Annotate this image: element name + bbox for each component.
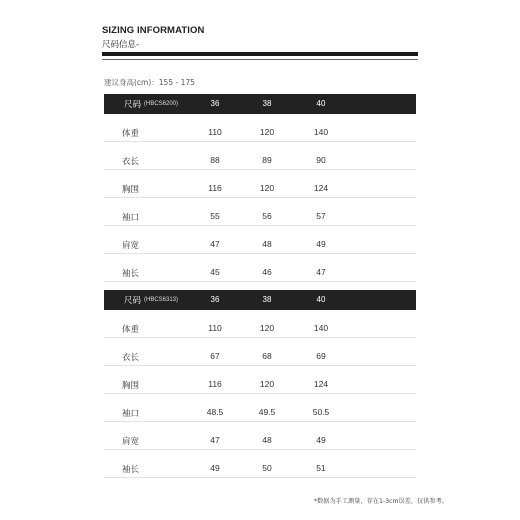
table-row — [104, 422, 416, 450]
size-col-3: 40 — [316, 295, 326, 304]
row-label: 肩宽 — [122, 241, 140, 251]
recommended-height-note: 建议身高(cm)：155 - 175 — [104, 78, 195, 87]
row-label: 体重 — [122, 129, 140, 139]
size-table-hbcs6200 — [104, 94, 416, 282]
row-label: 体重 — [122, 325, 140, 335]
cell: 68 — [262, 351, 272, 361]
table-row — [104, 394, 416, 422]
cell: 140 — [313, 323, 329, 333]
cell: 120 — [259, 379, 275, 389]
table-header — [104, 94, 416, 114]
cell: 57 — [316, 211, 326, 221]
cell: 49 — [316, 239, 326, 249]
table-row — [104, 254, 416, 282]
cell: 48 — [262, 239, 272, 249]
table-row — [104, 366, 416, 394]
table-row — [104, 338, 416, 366]
cell: 47 — [210, 239, 220, 249]
row-label: 胸围 — [122, 185, 140, 195]
page-subtitle: 尺码信息- — [102, 40, 140, 50]
cell: 140 — [313, 127, 329, 137]
row-label: 袖长 — [122, 269, 140, 279]
cell: 48 — [262, 435, 272, 445]
cell: 47 — [210, 435, 220, 445]
size-table-hbcs6313 — [104, 290, 416, 478]
product-code: (HBCS6313) — [144, 296, 179, 303]
table-row — [104, 226, 416, 254]
table-row — [104, 450, 416, 478]
cell: 120 — [259, 127, 275, 137]
table-row — [104, 114, 416, 142]
cell: 47 — [316, 267, 326, 277]
page-title: SIZING INFORMATION — [102, 25, 205, 36]
cell: 116 — [208, 379, 222, 389]
cell: 55 — [210, 211, 220, 221]
cell: 90 — [316, 155, 326, 165]
cell: 120 — [259, 323, 275, 333]
size-col-2: 38 — [262, 295, 272, 304]
cell: 124 — [313, 183, 329, 193]
cell: 124 — [313, 379, 329, 389]
size-col-2: 38 — [262, 99, 272, 108]
cell: 110 — [208, 127, 222, 137]
header-divider-thick — [102, 52, 418, 56]
measurement-disclaimer: *数据为手工测量，存在1-3cm误差，仅供参考。 — [313, 498, 448, 505]
table-row — [104, 170, 416, 198]
row-label: 袖长 — [122, 465, 140, 475]
cell: 88 — [210, 155, 220, 165]
row-label: 袖口 — [122, 409, 140, 419]
size-label: 尺码 — [124, 100, 142, 110]
header-divider-thin — [102, 59, 418, 60]
table-row — [104, 142, 416, 170]
size-col-1: 36 — [210, 295, 220, 304]
table-row — [104, 310, 416, 338]
cell: 116 — [208, 183, 222, 193]
cell: 56 — [262, 211, 272, 221]
cell: 49 — [316, 435, 326, 445]
cell: 49.5 — [258, 407, 276, 417]
cell: 110 — [208, 323, 222, 333]
table-row — [104, 198, 416, 226]
cell: 46 — [262, 267, 272, 277]
size-col-3: 40 — [316, 99, 326, 108]
cell: 67 — [210, 351, 220, 361]
row-label: 衣长 — [122, 157, 140, 167]
cell: 48.5 — [206, 407, 224, 417]
row-label: 肩宽 — [122, 437, 140, 447]
cell: 120 — [259, 183, 275, 193]
cell: 51 — [316, 463, 326, 473]
cell: 49 — [210, 463, 220, 473]
cell: 89 — [262, 155, 272, 165]
cell: 69 — [316, 351, 326, 361]
size-label: 尺码 — [124, 296, 142, 306]
table-header — [104, 290, 416, 310]
product-code: (HBCS6200) — [144, 100, 179, 107]
row-label: 衣长 — [122, 353, 140, 363]
cell: 45 — [210, 267, 220, 277]
cell: 50.5 — [312, 407, 330, 417]
row-label: 袖口 — [122, 213, 140, 223]
row-label: 胸围 — [122, 381, 140, 391]
cell: 50 — [262, 463, 272, 473]
size-col-1: 36 — [210, 99, 220, 108]
